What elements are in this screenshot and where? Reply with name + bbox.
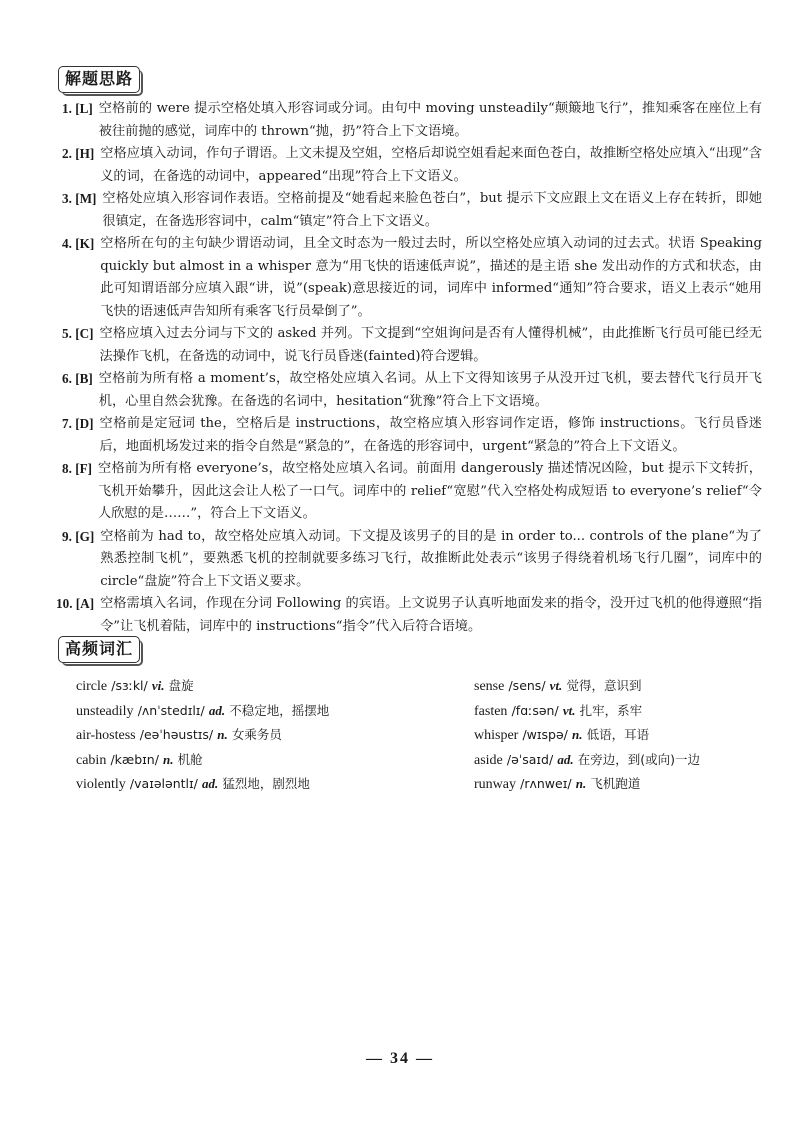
vocab-entry xyxy=(474,748,774,773)
item-number: 1. [L] xyxy=(62,101,93,116)
explanation-item xyxy=(62,233,762,323)
vocab-entry xyxy=(474,699,774,724)
vocab-word: cabin xyxy=(76,752,107,768)
item-number: 10. [A] xyxy=(56,596,95,611)
vocab-phonetic: /vaɪələntlɪ/ xyxy=(129,776,198,791)
item-text: 空格前为所有格 a moment’s，故空格处应填入名词。从上下文得知该男子从没开过飞机，要去替代飞行员开飞机，心里自然会犹豫。在备选的名词中，hesitation“犹豫”符合上下文语境。 xyxy=(98,371,762,409)
vocab-entry xyxy=(76,674,436,699)
vocab-phonetic: /rʌnweɪ/ xyxy=(520,776,572,791)
vocab-phonetic: /sɜːkl/ xyxy=(111,678,148,693)
page-number: — 34 — xyxy=(366,1050,434,1067)
answer-explanations-list xyxy=(56,98,762,638)
vocab-part-of-speech: vi. xyxy=(151,678,165,693)
explanation-item xyxy=(56,593,762,638)
item-number: 6. [B] xyxy=(62,371,93,386)
item-number: 4. [K] xyxy=(62,236,95,251)
vocab-word: circle xyxy=(76,679,108,694)
item-text: 空格需填入名词，作现在分词 Following 的宾语。上文说男子认真听地面发来的指令，没开过飞机的他得遵照“指令”让飞机着陆，词库中的 instructions“指令”代入后符合语境。 xyxy=(100,596,762,634)
vocab-word: whisper xyxy=(474,728,519,743)
vocab-meaning: 在旁边，到(或向)一边 xyxy=(577,751,701,767)
section-title-vocabulary: 高频词汇 xyxy=(58,636,140,663)
vocab-part-of-speech: vt. xyxy=(562,702,576,718)
explanation-item xyxy=(62,526,762,594)
vocab-phonetic: /əˈsaɪd/ xyxy=(506,751,554,767)
vocab-entry xyxy=(474,723,774,748)
vocab-entry xyxy=(474,674,774,699)
vocab-entry xyxy=(474,772,774,797)
section-title-analysis: 解题思路 xyxy=(58,66,140,93)
vocab-meaning: 猛烈地，剧烈地 xyxy=(222,776,310,791)
vocab-word: sense xyxy=(474,679,505,694)
vocab-word: air-hostess xyxy=(76,728,136,743)
vocab-part-of-speech: vt. xyxy=(549,678,563,693)
item-number: 7. [D] xyxy=(62,416,94,431)
vocab-part-of-speech: n. xyxy=(217,727,228,742)
item-number: 2. [H] xyxy=(62,146,95,161)
vocab-phonetic: /ʌnˈstedɪlɪ/ xyxy=(137,702,205,718)
explanation-item xyxy=(62,98,762,143)
vocab-meaning: 不稳定地，摇摆地 xyxy=(229,702,330,718)
vocab-entry xyxy=(76,699,436,724)
vocab-meaning: 扎牢，系牢 xyxy=(579,702,643,718)
vocab-entry xyxy=(76,748,436,773)
vocab-entry xyxy=(76,723,436,748)
vocab-part-of-speech: ad. xyxy=(557,751,574,767)
vocab-word: unsteadily xyxy=(76,703,134,719)
vocab-meaning: 女乘务员 xyxy=(231,727,282,742)
vocab-word: runway xyxy=(474,777,516,792)
explanation-item xyxy=(62,368,762,413)
vocab-word: fasten xyxy=(474,703,508,719)
item-number: 9. [G] xyxy=(62,528,95,544)
vocabulary-column-right xyxy=(474,674,774,797)
item-text: 空格处应填入形容词作表语。空格前提及“她看起来脸色苍白”，but 提示下文应跟上文在语义上存在转折，即她很镇定，在备选形容词中，calm“镇定”符合上下文语义。 xyxy=(102,191,762,229)
explanation-item xyxy=(62,143,762,188)
vocab-part-of-speech: n. xyxy=(163,751,174,767)
vocab-part-of-speech: n. xyxy=(575,776,587,791)
item-text: 空格前为 had to，故空格处应填入动词。下文提及该男子的目的是 in order to... controls of the plane“为了熟悉控制飞机”，要熟悉飞机的控制就要多练习飞行，故推断此处表示“该男子得绕着机场飞行几圈”，词库中的 circle“盘旋”符合上下文语义要求。 xyxy=(100,528,762,589)
item-number: 3. [M] xyxy=(62,191,97,206)
vocab-word: violently xyxy=(76,777,126,792)
vocab-word: aside xyxy=(474,752,503,768)
item-text: 空格应填入动词，作句子谓语。上文未提及空姐，空格后却说空姐看起来面色苍白，故推断空格处应填入“出现”含义的词，在备选的动词中，appeared“出现”符合上下文语义。 xyxy=(100,146,762,184)
vocab-part-of-speech: n. xyxy=(572,727,583,742)
item-number: 5. [C] xyxy=(62,326,94,341)
vocab-part-of-speech: ad. xyxy=(201,776,219,791)
vocab-meaning: 机舱 xyxy=(177,751,203,767)
item-text: 空格前为所有格 everyone’s，故空格处应填入名词。前面用 dangerously 描述情况凶险，but 提示下文转折，飞机开始攀升，因此这会让人松了一口气。词库中的 relief“宽慰”代入空格处构成短语 to everyone’s relief“令人欣慰的是……”，符合上下文语义。 xyxy=(98,461,762,521)
explanation-item xyxy=(62,188,762,233)
vocab-meaning: 觉得，意识到 xyxy=(566,678,642,693)
vocab-meaning: 飞机跑道 xyxy=(590,776,641,791)
vocab-entry xyxy=(76,772,436,797)
item-text: 空格前的 were 提示空格处填入形容词或分词。由句中 moving unsteadily“颠簸地飞行”，推知乘客在座位上有被往前抛的感觉，词库中的 thrown“抛，扔”符合上下文语境。 xyxy=(98,101,762,139)
vocab-meaning: 盘旋 xyxy=(168,678,194,693)
vocab-part-of-speech: ad. xyxy=(208,702,226,718)
explanation-item xyxy=(62,458,762,526)
vocab-phonetic: /sens/ xyxy=(508,678,546,693)
vocab-meaning: 低语，耳语 xyxy=(586,727,650,742)
item-text: 空格应填入过去分词与下文的 asked 并列。下文提到“空姐询问是否有人懂得机械”，由此推断飞行员可能已经无法操作飞机，在备选的动词中，说飞行员昏迷(fainted)符合逻辑。 xyxy=(99,326,762,364)
vocab-phonetic: /wɪspə/ xyxy=(522,727,568,742)
item-text: 空格前是定冠词 the，空格后是 instructions，故空格应填入形容词作定语，修饰 instructions。飞行员昏迷后，地面机场发过来的指令自然是“紧急的”，在备选的形容词中，urgent“紧急的”符合上下文语义。 xyxy=(99,416,762,454)
item-text: 空格所在句的主句缺少谓语动词，且全文时态为一般过去时，所以空格处应填入动词的过去式。状语 Speaking quickly but almost in a whisper 意为“用飞快的语速低声说”，描述的是主语 she 发出动作的方式和状态，由此可知谓语部分应填入跟“讲，说”(speak)意思接近的词，词库中 informed“通知”符合要求，语义上表示“她用飞快的语速低声告知所有乘客飞行员晕倒了”。 xyxy=(100,236,762,319)
vocab-phonetic: /eəˈhəustɪs/ xyxy=(139,727,214,742)
vocab-phonetic: /fɑːsən/ xyxy=(511,702,559,718)
explanation-item xyxy=(62,413,762,458)
item-number: 8. [F] xyxy=(62,461,93,476)
explanation-item xyxy=(62,323,762,368)
vocab-phonetic: /kæbɪn/ xyxy=(110,751,159,767)
vocabulary-column-left xyxy=(76,674,436,797)
